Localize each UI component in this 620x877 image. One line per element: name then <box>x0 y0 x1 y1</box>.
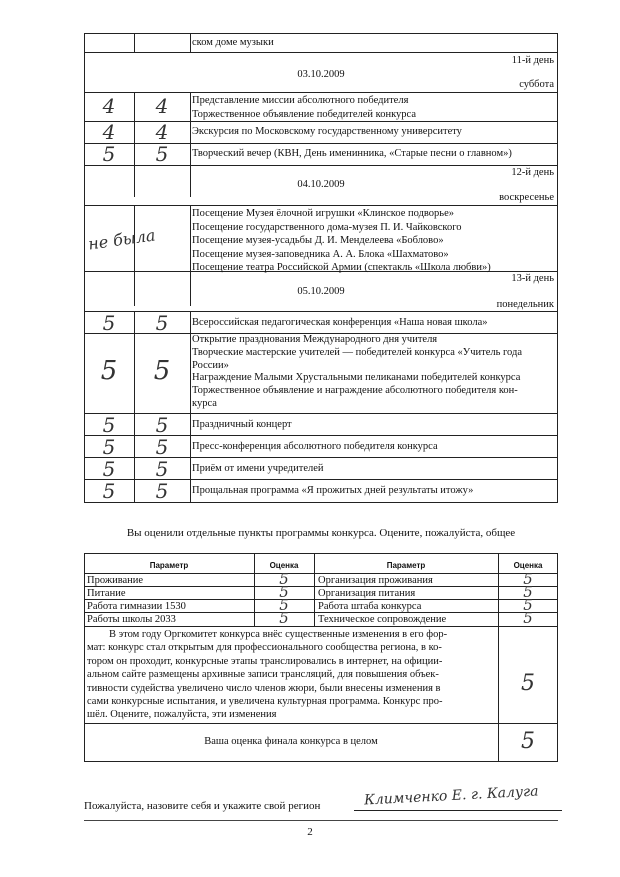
program-item: Всероссийская педагогическая конференция «Наша новая школа» <box>192 317 488 328</box>
final-label: Ваша оценка финала конкурса в целом <box>204 736 378 747</box>
handwritten-score: 4 <box>102 120 116 144</box>
signature-prompt: Пожалуйста, назовите себя и укажите свой регион <box>84 800 321 812</box>
handwritten-score: 4 <box>102 94 116 118</box>
day-weekday: суббота <box>519 79 554 90</box>
handwritten-score: 5 <box>100 356 118 386</box>
program-item-line: Посещение музея-усадьбы Д. И. Менделеева «Боблово» <box>192 235 444 246</box>
footer-divider <box>84 820 558 821</box>
day-number: 11-й день <box>511 55 554 66</box>
handwritten-note: не была <box>86 225 157 254</box>
program-item: Экскурсия по Московскому государственному университету <box>192 126 462 137</box>
program-item-line: курса <box>192 397 217 409</box>
program-item <box>192 334 556 411</box>
handwritten-score: 4 <box>155 94 169 118</box>
day-date: 03.10.2009 <box>297 69 345 80</box>
column-header-param: Параметр <box>149 561 189 570</box>
paragraph-line: тором он проходит, конкурсные этапы транслировались в интернет, на официи- <box>87 655 443 667</box>
handwritten-signature: Климченко Е. г. Калуга <box>363 783 539 809</box>
param-label: Организация питания <box>318 588 416 599</box>
handwritten-score: 5 <box>279 609 289 627</box>
param-label: Питание <box>87 588 126 599</box>
param-label: Организация проживания <box>318 575 433 586</box>
day-number: 12-й день <box>511 167 554 178</box>
program-item-line: России» <box>192 359 229 371</box>
program-item <box>192 207 556 275</box>
handwritten-score: 5 <box>279 570 289 588</box>
handwritten-score: 5 <box>279 596 289 614</box>
program-item-line: Посещение Музея ёлочной игрушки «Клинское подворье» <box>192 208 455 219</box>
program-item: Праздничный концерт <box>192 419 292 430</box>
program-item: Творческий вечер (КВН, День именинника, «Старые песни о главном») <box>192 148 512 159</box>
page-number: 2 <box>307 826 313 838</box>
handwritten-score: 5 <box>153 356 171 386</box>
handwritten-score: 5 <box>155 142 169 166</box>
handwritten-score: 5 <box>155 479 169 503</box>
handwritten-score: 5 <box>102 457 116 481</box>
day-number: 13-й день <box>511 273 554 284</box>
evaluation-table <box>84 553 558 761</box>
signature-underline <box>354 810 562 811</box>
day-date: 04.10.2009 <box>297 179 345 190</box>
program-item: Приём от имени учредителей <box>192 463 324 474</box>
handwritten-score: 5 <box>523 596 533 614</box>
paragraph-line: тивности судейства увеличено число членов жюри, были внесены изменения в <box>87 682 441 694</box>
day-date: 05.10.2009 <box>297 286 345 297</box>
program-item-line: Посещение театра Российской Армии (спектакль «Школа любви») <box>192 262 491 273</box>
program-item: Прощальная программа «Я прожитых дней результаты итожу» <box>192 485 474 496</box>
param-label: Техническое сопровождение <box>318 614 447 625</box>
param-label: Проживание <box>87 575 144 586</box>
program-item: ском доме музыки <box>192 37 274 48</box>
program-item-line: Посещение музея-заповедника А. А. Блока «Шахматово» <box>192 248 449 260</box>
column-header-score: Оценка <box>269 561 299 570</box>
handwritten-score: 5 <box>155 311 169 335</box>
day-weekday: воскресенье <box>499 192 554 203</box>
handwritten-score: 5 <box>523 609 533 627</box>
paragraph-line: альном сайте размещены архивные записи трансляций, для повышения объек- <box>87 669 439 681</box>
program-item <box>192 94 556 121</box>
paragraph-line: В этом году Оргкомитет конкурса внёс существенные изменения в его фор- <box>109 629 448 640</box>
paragraph-line: мат: конкурс стал открытым для профессионального сообщества региона, в ко- <box>87 642 442 654</box>
handwritten-score: 4 <box>155 120 169 144</box>
program-item-line: Посещение государственного дома-музея П. И. Чайковского <box>192 221 462 233</box>
program-item: Пресс-конференция абсолютного победителя конкурса <box>192 441 438 452</box>
program-item-line: Представление миссии абсолютного победителя <box>192 95 409 106</box>
paragraph-line: шёл. Оцените, пожалуйста, эти изменения <box>87 709 277 721</box>
program-table <box>84 33 558 502</box>
handwritten-score: 5 <box>102 435 116 459</box>
instruction-text: Вы оценили отдельные пункты программы конкурса. Оцените, пожалуйста, общее <box>126 527 516 539</box>
handwritten-score: 5 <box>523 570 533 588</box>
handwritten-score: 5 <box>521 671 535 696</box>
program-item-line: Творческие мастерские учителей — победителей конкурса «Учитель года <box>192 346 523 358</box>
column-header-param: Параметр <box>386 561 426 570</box>
program-item-line: Награждение Малыми Хрустальными пеликанами победителей конкурса <box>192 372 521 384</box>
handwritten-score: 5 <box>155 457 169 481</box>
handwritten-score: 5 <box>155 413 169 437</box>
handwritten-score: 5 <box>102 311 116 335</box>
handwritten-score: 5 <box>102 413 116 437</box>
column-header-score: Оценка <box>513 561 543 570</box>
program-item-line: Торжественное объявление и награждение абсолютного победителя кон- <box>192 385 518 397</box>
param-label: Работа штаба конкурса <box>318 601 422 612</box>
handwritten-score: 5 <box>155 435 169 459</box>
param-label: Работы школы 2033 <box>87 614 176 625</box>
changes-paragraph <box>87 628 493 722</box>
program-item-line: Открытие празднования Международного дня учителя <box>192 334 438 345</box>
param-label: Работа гимназии 1530 <box>87 601 186 612</box>
paragraph-line: сами конкурсные испытания, и увеличена культурная программа. Конкурс про- <box>87 696 443 708</box>
day-weekday: понедельник <box>496 299 554 310</box>
handwritten-score: 5 <box>521 729 535 754</box>
handwritten-score: 5 <box>279 583 289 601</box>
program-item-line: Торжественное объявление победителей конкурса <box>192 108 416 120</box>
handwritten-score: 5 <box>523 583 533 601</box>
handwritten-score: 5 <box>102 479 116 503</box>
handwritten-score: 5 <box>102 142 116 166</box>
